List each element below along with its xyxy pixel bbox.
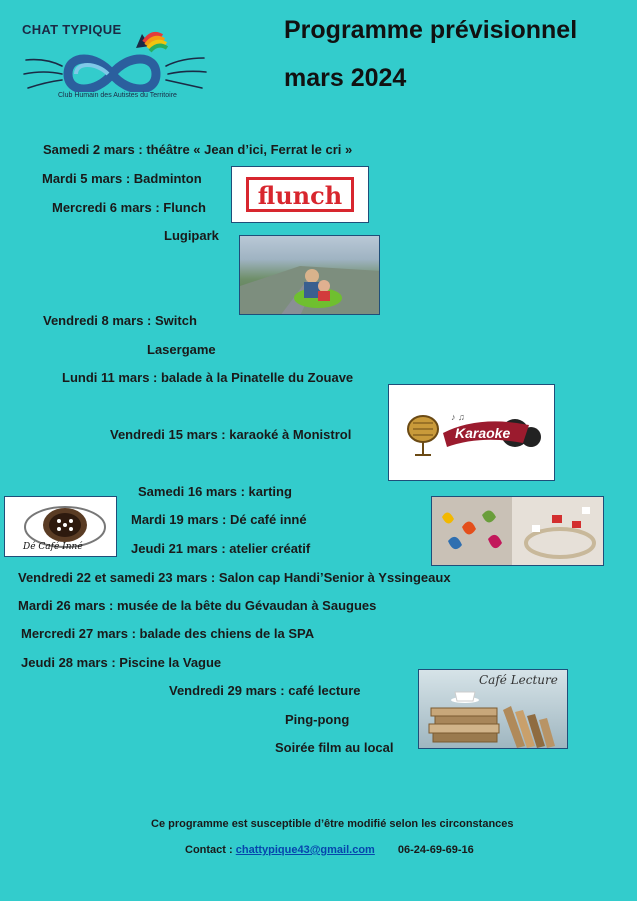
event-item: Mercredi 6 mars : Flunch xyxy=(52,200,206,215)
disclaimer-note: Ce programme est susceptible d’être modifié selon les circonstances xyxy=(151,818,514,830)
event-item: Vendredi 22 et samedi 23 mars : Salon cap Handi’Senior à Yssingeaux xyxy=(18,570,451,585)
page-title-line1: Programme prévisionnel xyxy=(284,16,578,44)
event-item: Lasergame xyxy=(147,342,216,357)
event-item: Samedi 2 mars : théâtre « Jean d’ici, Ferrat le cri » xyxy=(43,142,353,157)
event-item: Mardi 5 mars : Badminton xyxy=(42,171,202,186)
flunch-logo-text: flunch xyxy=(257,181,343,210)
event-item: Lugipark xyxy=(164,228,219,243)
event-item: Vendredi 29 mars : café lecture xyxy=(169,683,361,698)
page-title-line2: mars 2024 xyxy=(284,64,407,92)
event-item: Mercredi 27 mars : balade des chiens de la SPA xyxy=(21,626,315,641)
event-item: Jeudi 28 mars : Piscine la Vague xyxy=(21,655,222,670)
cafe-lecture-image xyxy=(418,669,568,749)
event-item: Vendredi 8 mars : Switch xyxy=(43,313,197,328)
event-item: Samedi 16 mars : karting xyxy=(138,484,292,499)
contact-label: Contact : xyxy=(185,844,236,856)
cat-logo-icon xyxy=(16,30,216,92)
contact-line xyxy=(185,844,474,856)
svg-text:♪ ♫: ♪ ♫ xyxy=(451,412,465,422)
de-cafe-inne-label: Dé Café Inné xyxy=(23,542,83,552)
event-item: Vendredi 15 mars : karaoké à Monistrol xyxy=(110,427,352,442)
lugipark-photo xyxy=(239,235,380,315)
event-item: Jeudi 21 mars : atelier créatif xyxy=(131,541,311,556)
contact-email-link[interactable]: chattypique43@gmail.com xyxy=(235,844,375,856)
event-item: Mardi 26 mars : musée de la bête du Gévaudan à Saugues xyxy=(18,598,377,613)
event-item: Mardi 19 mars : Dé café inné xyxy=(131,512,307,527)
karaoke-image xyxy=(388,384,555,481)
de-cafe-inne-image xyxy=(4,496,117,557)
event-item: Ping-pong xyxy=(285,712,350,727)
event-item: Soirée film au local xyxy=(275,740,394,755)
atelier-creatif-photo xyxy=(431,496,604,566)
contact-phone: 06-24-69-69-16 xyxy=(397,844,474,856)
karaoke-label: Karaoke xyxy=(455,425,511,441)
logo-name: CHAT TYPIQUE xyxy=(22,22,122,37)
event-item: Lundi 11 mars : balade à la Pinatelle du Zouave xyxy=(62,370,354,385)
cafe-lecture-label: Café Lecture xyxy=(479,673,558,687)
flunch-logo-image xyxy=(231,166,369,223)
logo xyxy=(16,14,216,106)
logo-tagline: Club Humain des Autistes du Territoire xyxy=(58,92,177,99)
